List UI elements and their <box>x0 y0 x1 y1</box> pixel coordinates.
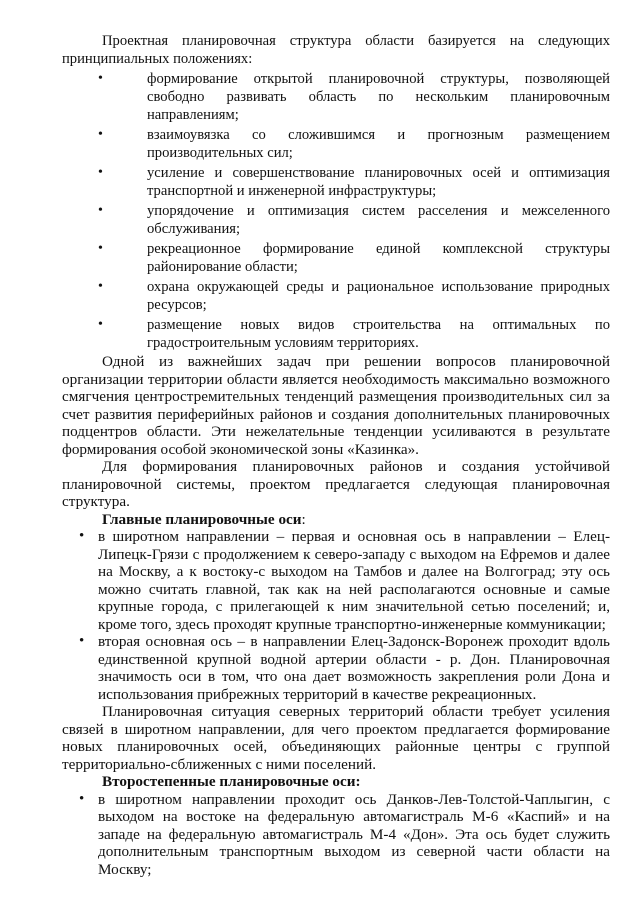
principles-list <box>62 70 610 353</box>
secondary-axes-heading: Второстепенные планировочные оси: <box>102 773 361 790</box>
task-paragraph: Одной из важнейших задач при решении вопросов планировочной организации территории области является необходимость максимально возможного смягчения центростремительных тенденций размещения производительных сил за счет развития периферийных районов и создания дополнительных планировочных подцентров области. Эти нежелательные тенденции усиливаются в результате формирования особой экономической зоны «Казинка». <box>62 353 610 458</box>
bullet-icon: • <box>98 126 103 142</box>
list-item: • рекреационное формирование единой комплексной структуры районирование области; <box>98 240 610 276</box>
bullet-icon: • <box>79 528 85 544</box>
list-item: • формирование открытой планировочной структуры, позволяющей свободно развивать область по нескольким планировочным направлениям; <box>98 70 610 124</box>
list-item: • размещение новых видов строительства на оптимальных по градостроительным условиям территориях. <box>98 316 610 352</box>
principles-section <box>62 32 610 354</box>
list-item: • вторая основная ось – в направлении Елец-Задонск-Воронеж проходит вдоль единственной крупной водной артерии области - р. Дон. Планировочная значимость оси в том, что она дает возможность закрепления роли Дона и использования прибрежных территорий в качестве рекреационных. <box>79 633 610 703</box>
main-axes-list <box>62 528 610 703</box>
bullet-icon: • <box>98 278 103 294</box>
axes-section <box>62 353 610 878</box>
bullet-icon: • <box>79 790 85 807</box>
bullet-icon: • <box>98 316 103 332</box>
bullet-icon: • <box>98 240 103 256</box>
list-item: • упорядочение и оптимизация систем расселения и межселенного обслуживания; <box>98 202 610 238</box>
bullet-icon: • <box>98 70 103 86</box>
list-item: • охрана окружающей среды и рациональное использование природных ресурсов; <box>98 278 610 314</box>
list-item: • взаимоувязка со сложившимся и прогнозным размещением производительных сил; <box>98 126 610 162</box>
north-paragraph: Планировочная ситуация северных территорий области требует усиления связей в широтном направлении, для чего проектом предлагается формирование новых планировочных осей, объединяющих районные центры с группой территориально-сближенных с ними поселений. <box>62 703 610 773</box>
list-item: • усиление и совершенствование планировочных осей и оптимизация транспортной и инженерной инфраструктуры; <box>98 164 610 200</box>
bullet-icon: • <box>98 164 103 180</box>
list-item: • в широтном направлении проходит ось Данков-Лев-Толстой-Чаплыгин, с выходом на востоке на федеральную автомагистраль М-6 «Каспий» и на западе на федеральную автомагистраль М-4 «Дон». Эта ось будет служить дополнительным транспортным выходом из северной части области на Москву; <box>79 790 610 878</box>
secondary-axes-list <box>62 791 610 879</box>
list-item: • в широтном направлении – первая и основная ось в направлении – Елец-Липецк-Грязи с продолжением к северо-западу с выходом на Ефремов и далее на Москву, а к востоку-с выходом на Тамбов и далее на Волгоград; эту ось можно считать главной, так как на ней располагаются основные и самые крупные города, с прилегающей к ним значительной сетью поселений; и, кроме того, здесь проходят крупные транспортно-инженерные коммуникации; <box>79 528 610 633</box>
bullet-icon: • <box>98 202 103 218</box>
bullet-icon: • <box>79 633 85 649</box>
structure-paragraph: Для формирования планировочных районов и создания устойчивой планировочной системы, проектом предлагается следующая планировочная структура. <box>62 458 610 510</box>
main-axes-heading: Главные планировочные оси: <box>102 510 306 528</box>
intro-paragraph: Проектная планировочная структура области базируется на следующих принципиальных положениях: <box>62 33 610 68</box>
